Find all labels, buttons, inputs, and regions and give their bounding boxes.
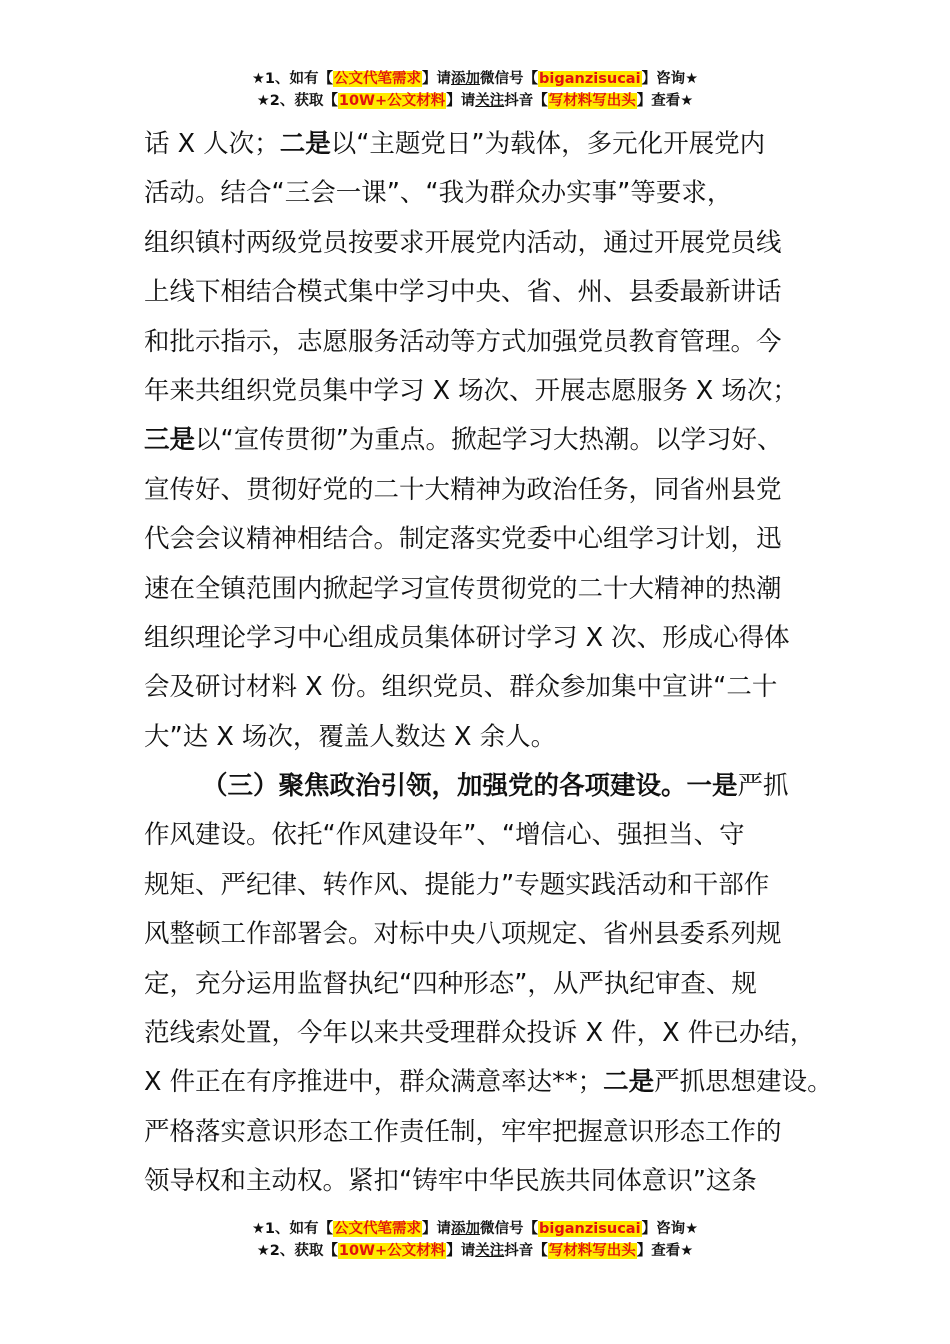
highlight-materials: 10W+公文材料 (338, 1243, 446, 1259)
highlight-douyin-id: 写材料写出头 (548, 1243, 636, 1259)
body-line: 范线索处置，今年以来共受理群众投诉 X 件，X 件已办结， (144, 1018, 816, 1049)
body-line: 话 X 人次；二是以“主题党日”为载体，多元化开展党内 (144, 129, 766, 159)
highlight-service: 公文代笔需求 (334, 1221, 422, 1237)
body-line: 代会会议精神相结合。制定落实党委中心组学习计划，迅 (144, 524, 782, 555)
body-line: 速在全镇范围内掀起学习宣传贯彻党的二十大精神的热潮 (144, 573, 782, 604)
highlight-douyin-id: 写材料写出头 (548, 93, 636, 109)
promo-line-2: ★2、获取【10W+公文材料】请关注抖音【写材料写出头】查看★ (256, 93, 694, 109)
body-line: 和批示指示，志愿服务活动等方式加强党员教育管理。今 (144, 326, 782, 357)
body-line: 三是以“宣传贯彻”为重点。掀起学习大热潮。以学习好、 (144, 425, 783, 456)
promo-line-1: ★1、如有【公文代笔需求】请添加微信号【biganzisucai】咨询★ (251, 1221, 699, 1237)
body-line: 组织镇村两级党员按要求开展党内活动，通过开展党员线 (144, 227, 782, 258)
promo-line-2: ★2、获取【10W+公文材料】请关注抖音【写材料写出头】查看★ (256, 1243, 694, 1259)
body-line: 领导权和主动权。紧扣“铸牢中华民族共同体意识”这条 (144, 1166, 757, 1197)
highlight-service: 公文代笔需求 (334, 71, 422, 87)
body-line: 规矩、严纪律、转作风、提能力”专题实践活动和干部作 (144, 869, 770, 900)
highlight-wechat-id: biganzisucai (539, 71, 641, 87)
promo-line-1: ★1、如有【公文代笔需求】请添加微信号【biganzisucai】咨询★ (251, 71, 699, 87)
document-body (144, 120, 834, 1207)
body-line: X 件正在有序推进中，群众满意率达**；二是严抓思想建设。 (144, 1067, 833, 1098)
body-line: 风整顿工作部署会。对标中央八项规定、省州县委系列规 (144, 919, 782, 950)
body-line: 大”达 X 场次，覆盖人数达 X 余人。 (144, 721, 557, 752)
body-line: 年来共组织党员集中学习 X 场次、开展志愿服务 X 场次； (144, 375, 798, 406)
body-line: 定，充分运用监督执纪“四种形态”，从严执纪审查、规 (144, 968, 757, 999)
body-line: 上线下相结合模式集中学习中央、省、州、县委最新讲话 (144, 277, 782, 308)
section-heading: （三）聚焦政治引领，加强党的各项建设。 (202, 771, 687, 802)
section-heading-line: （三）聚焦政治引领，加强党的各项建设。一是严抓 (202, 771, 789, 802)
promo-banner-top (0, 68, 950, 112)
highlight-wechat-id: biganzisucai (539, 1221, 641, 1237)
body-line: 严格落实意识形态工作责任制，牢牢把握意识形态工作的 (144, 1116, 782, 1147)
highlight-materials: 10W+公文材料 (338, 93, 446, 109)
body-line: 组织理论学习中心组成员集体研讨学习 X 次、形成心得体 (144, 622, 790, 653)
body-line: 宣传好、贯彻好党的二十大精神为政治任务，同省州县党 (144, 474, 782, 505)
promo-banner-bottom (0, 1218, 950, 1262)
body-line: 会及研讨材料 X 份。组织党员、群众参加集中宣讲“二十 (144, 672, 778, 703)
body-line: 活动。结合“三会一课”、“我为群众办实事”等要求， (144, 178, 733, 209)
body-line: 作风建设。依托“作风建设年”、“增信心、强担当、守 (144, 820, 745, 851)
